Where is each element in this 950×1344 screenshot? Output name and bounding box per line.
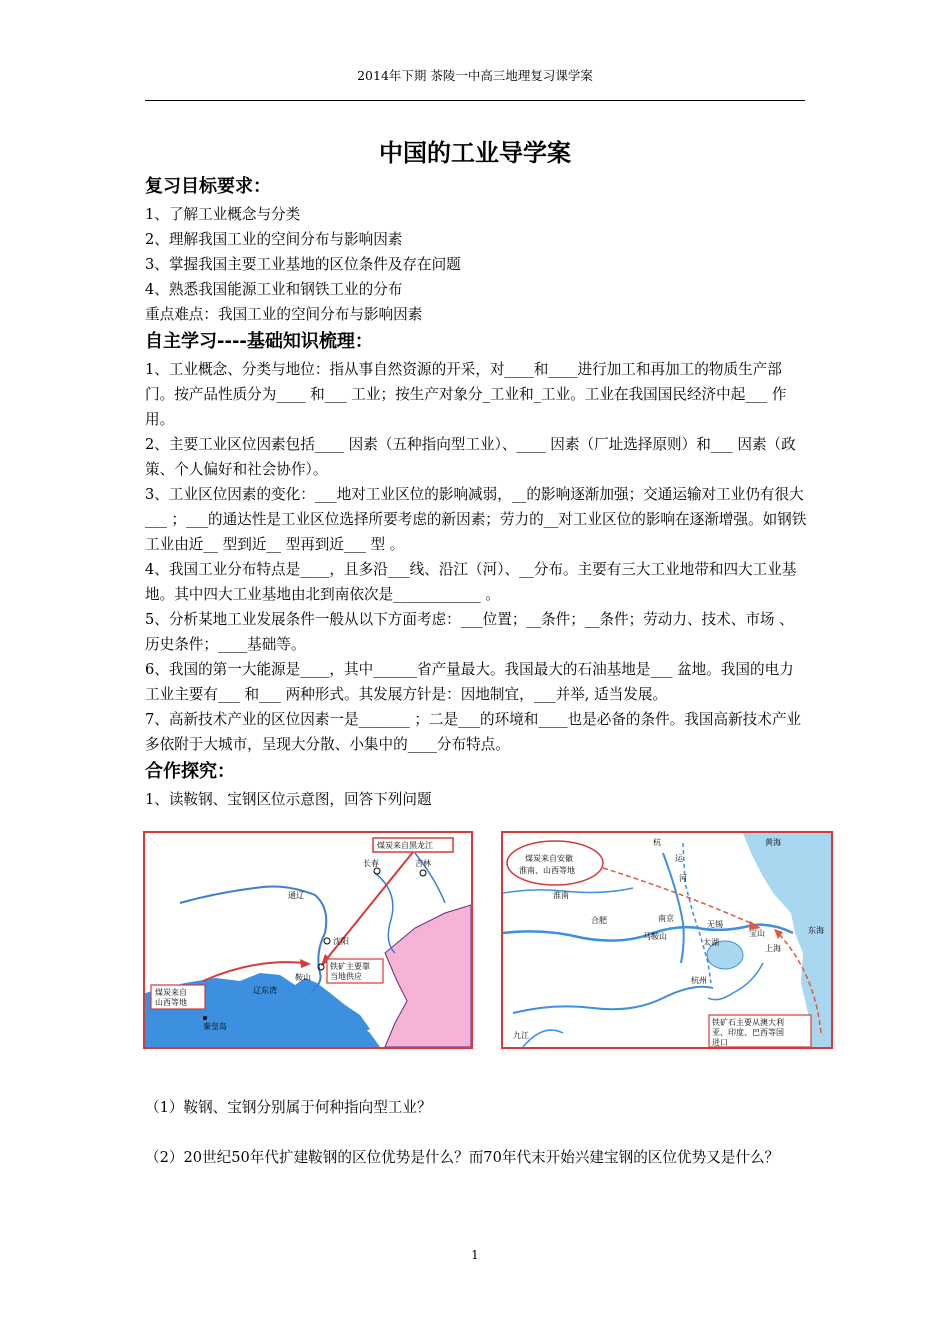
section-heading-cooperation: 合作探究： [145, 761, 235, 782]
huanghai-label: 黄海 [765, 838, 781, 847]
header-rule [145, 100, 805, 101]
tongliao-label: 通辽 [288, 891, 304, 900]
huainan-label: 淮南 [553, 891, 569, 900]
shanghai-label: 上海 [765, 944, 781, 953]
study-paragraph: 1、工业概念、分类与地位：指从事自然资源的开采，对____和____进行加工和再加工的物质生产部门。按产品性质分为____ 和___ 工业；按生产对象分_工业和_工业。工业在我国国民经济中起___ 作用。 [145, 361, 787, 428]
study-paragraph: 6、我国的第一大能源是____，其中______省产量最大。我国最大的石油基地是___ 盆地。我国的电力工业主要有___ 和___ 两种形式。其发展方针是：因地制宜，___并举, 适当发展。 [145, 661, 794, 703]
page-number: 1 [471, 1248, 479, 1262]
changchun-label: 长春 [363, 859, 379, 868]
coal-anhui-label: 煤炭来自安徽 [525, 854, 573, 863]
anshan-map [143, 831, 473, 1049]
section-heading-self-study: 自主学习----基础知识梳理： [145, 331, 373, 352]
steel-location-maps [143, 831, 833, 1047]
coal-shanxi-label: 煤炭来自 [155, 988, 187, 997]
cooperation-intro: 1、读鞍钢、宝钢区位示意图，回答下列问题 [145, 791, 432, 808]
grand-canal-label: 河 [679, 874, 687, 883]
jiujiang-label: 九江 [513, 1031, 529, 1040]
anshan-label: 鞍山 [295, 973, 311, 982]
coal-anhui-label: 淮南、山西等地 [519, 866, 575, 875]
baoshan-label: 宝山 [749, 929, 765, 938]
goal-item: 3、掌握我国主要工业基地的区位条件及存在问题 [145, 256, 461, 273]
study-paragraph: 7、高新技术产业的区位因素一是_______ ；二是___的环境和____也是必备的条件。我国高新技术产业多依附于大城市，呈现大分散、小集中的____分布特点。 [145, 711, 802, 753]
goal-item: 1、了解工业概念与分类 [145, 206, 301, 223]
baoshan-map [501, 831, 833, 1049]
iron-local-label: 当地供应 [330, 972, 362, 981]
shenyang-label: 沈阳 [333, 937, 349, 946]
coal-shanxi-label: 山西等地 [155, 998, 187, 1007]
study-paragraph: 2、主要工业区位因素包括____ 因素（五种指向型工业）、____ 因素（厂址选择原则）和___ 因素（政策、个人偏好和社会协作）。 [145, 436, 796, 478]
donghai-label: 东海 [808, 926, 824, 935]
goal-item: 4、熟悉我国能源工业和钢铁工业的分布 [145, 281, 403, 298]
study-paragraph: 3、工业区位因素的变化：___地对工业区位的影响减弱，__的影响逐渐加强；交通运输对工业仍有很大___ ；___的通达性是工业区位选择所要考虑的新因素；劳力的__对工业区位的影响在逐渐增强。如钢铁工业由近__ 型到近__ 型再到近___ 型 。 [145, 486, 807, 553]
iron-import-label: 亚、印度、巴西等国 [712, 1028, 784, 1037]
main-content [145, 172, 807, 812]
question-1: （1）鞍钢、宝钢分别属于何种指向型工业？ [145, 1099, 432, 1116]
goal-item: 2、理解我国工业的空间分布与影响因素 [145, 231, 403, 248]
jilin-label: 吉林 [415, 859, 431, 868]
grand-canal-label: 杭 [653, 838, 661, 847]
nanjing-label: 南京 [658, 914, 674, 923]
hefei-label: 合肥 [591, 916, 607, 925]
wuxi-label: 无锡 [707, 920, 723, 929]
coal-heilongjiang-label: 煤炭来自黑龙江 [377, 841, 433, 850]
iron-import-label: 进口 [712, 1038, 728, 1047]
key-difficulty: 重点难点：我国工业的空间分布与影响因素 [145, 306, 423, 323]
study-paragraph: 5、分析某地工业发展条件一般从以下方面考虑：___位置；__条件；__条件；劳动力、技术、市场 、历史条件；____基础等。 [145, 611, 794, 653]
iron-import-label: 铁矿石主要从澳大利 [712, 1018, 784, 1027]
section-heading-goals: 复习目标要求： [145, 176, 271, 197]
taihu-label: 太湖 [703, 938, 719, 947]
hangzhou-label: 杭州 [691, 976, 707, 985]
document-title: 中国的工业导学案 [379, 139, 571, 167]
page-header: 2014年下期 茶陵一中高三地理复习课学案 [357, 68, 593, 83]
liaodong-bay-label: 辽东湾 [253, 986, 277, 995]
grand-canal-label: 运 [675, 854, 683, 863]
study-paragraph: 4、我国工业分布特点是____，且多沿___线、沿江（河）、__分布。主要有三大工业地带和四大工业基地。其中四大工业基地由北到南依次是____________ 。 [145, 561, 797, 603]
question-2: （2）20世纪50年代扩建鞍钢的区位优势是什么？而70年代末开始兴建宝钢的区位优势又是什么？ [145, 1149, 780, 1166]
iron-local-label: 铁矿主要靠 [330, 962, 370, 971]
maanshan-label: 马鞍山 [643, 932, 667, 941]
qinhuangdao-label: 秦皇岛 [203, 1022, 227, 1031]
